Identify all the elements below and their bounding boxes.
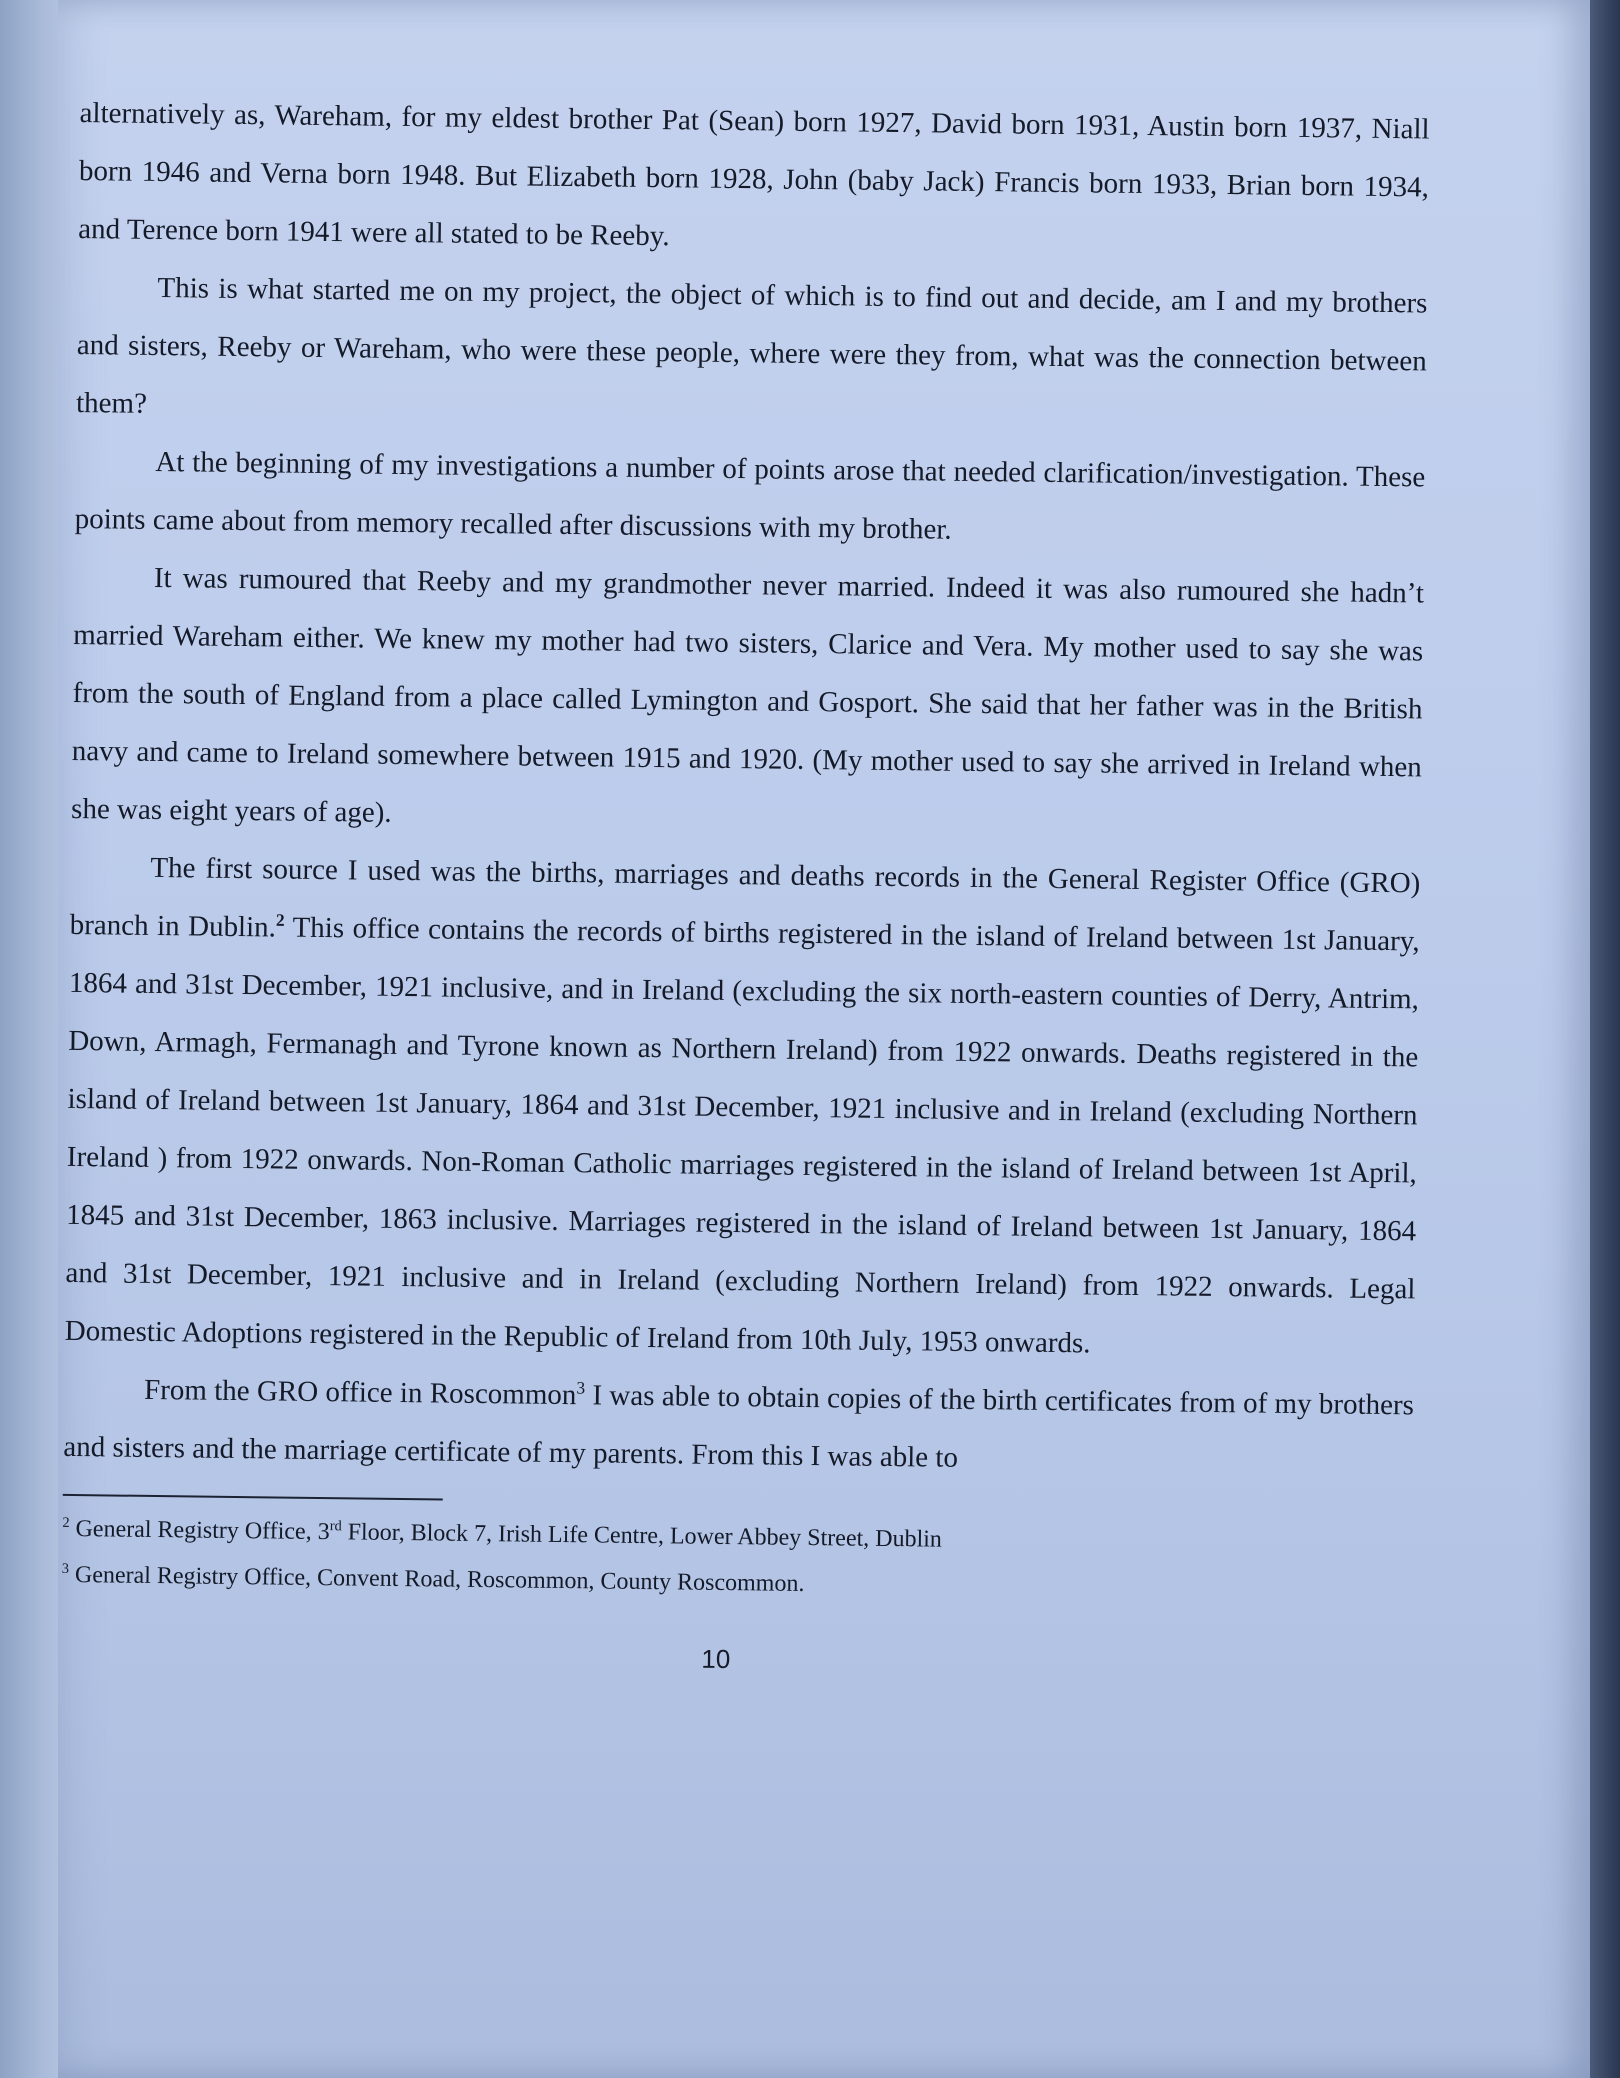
page-number: 10 — [701, 1643, 731, 1675]
paragraph-rumours: It was rumoured that Reeby and my grandmother never married. Indeed it was also rumoured she hadn’t married Wareham either. We knew my mother had two sisters, Clarice and Vera. My mother used to say she was from the south of England from a place called Lymington and Gosport. She said that her father was in the British navy and came to Ireland somewhere between 1915 and 1920. (My mother used to say she arrived in Ireland when she was eight years of age). — [70, 561, 1425, 829]
footnote-mark: 2 — [62, 1514, 70, 1531]
footnote-3: $^3$ General Registry Office, Convent Road, Roscommon, County Roscommon. — [61, 1560, 805, 1597]
ordinal-suffix: rd — [329, 1518, 342, 1535]
paragraph-investigation-points: At the beginning of my investigations a number of points arose that needed clarification/investigation. These points came about from memory recalled after discussions with my brother. — [74, 445, 1426, 546]
paragraph-continuation: alternatively as, Wareham, for my eldest brother Pat (Sean) born 1927, David born 1931, Austin born 1937, Niall born 1946 and Verna born 1948. But Elizabeth born 1928, John (baby Jack) Francis born 1933, Brian born 1934, and Terence born 1941 were all stated to be Reeby. — [78, 96, 1430, 253]
paragraph-gro-records: The first source I used was the births, marriages and deaths records in the General Register Office (GRO) branch in Dublin.$^2$ This office contains the records of births registered in the island of Ireland between 1st January, 1864 and 31st December, 1921 inclusive, and in Ireland (excluding the six north-eastern counties of Derry, Antrim, Down, Armagh, Fermanagh and Tyrone known as Northern Ireland) from 1922 onwards. Deaths registered in the island of Ireland between 1st January, 1864 and 31st December, 1921 inclusive and in Ireland (excluding Northern Ireland ) from 1922 onwards. Non-Roman Catholic marriages registered in the island of Ireland between 1st April, 1845 and 31st December, 1863 inclusive. Marriages registered in the island of Ireland between 1st January, 1864 and 31st December, 1921 inclusive and in Ireland (excluding Northern Ireland) from 1922 onwards. Legal Domestic Adoptions registered in the Republic of Ireland from 10th July, 1953 onwards. — [64, 851, 1421, 1360]
page-gutter-shadow — [1590, 0, 1620, 2078]
footnote-divider — [63, 1494, 443, 1501]
footnote-mark: 3 — [61, 1560, 70, 1577]
footnote-ref-2: 2 — [275, 909, 285, 930]
paragraph-roscommon: From the GRO office in Roscommon$^3$ I was able to obtain copies of the birth certificates from of my brothers and sisters and the marriage certificate of my parents. From this I was able to — [63, 1373, 1415, 1474]
footnote-ref-3: 3 — [576, 1377, 586, 1398]
paragraph-project-purpose: This is what started me on my project, the object of which is to find out and decide, am I and my brothers and sisters, Reeby or Wareham, who were these people, where were they from, what was the connection between them? — [75, 271, 1428, 420]
footnote-2: $^2$ General Registry Office, 3rd Floor, Block 7, Irish Life Centre, Lower Abbey Street, Dublin — [62, 1514, 943, 1553]
page-content — [61, 84, 1430, 1696]
